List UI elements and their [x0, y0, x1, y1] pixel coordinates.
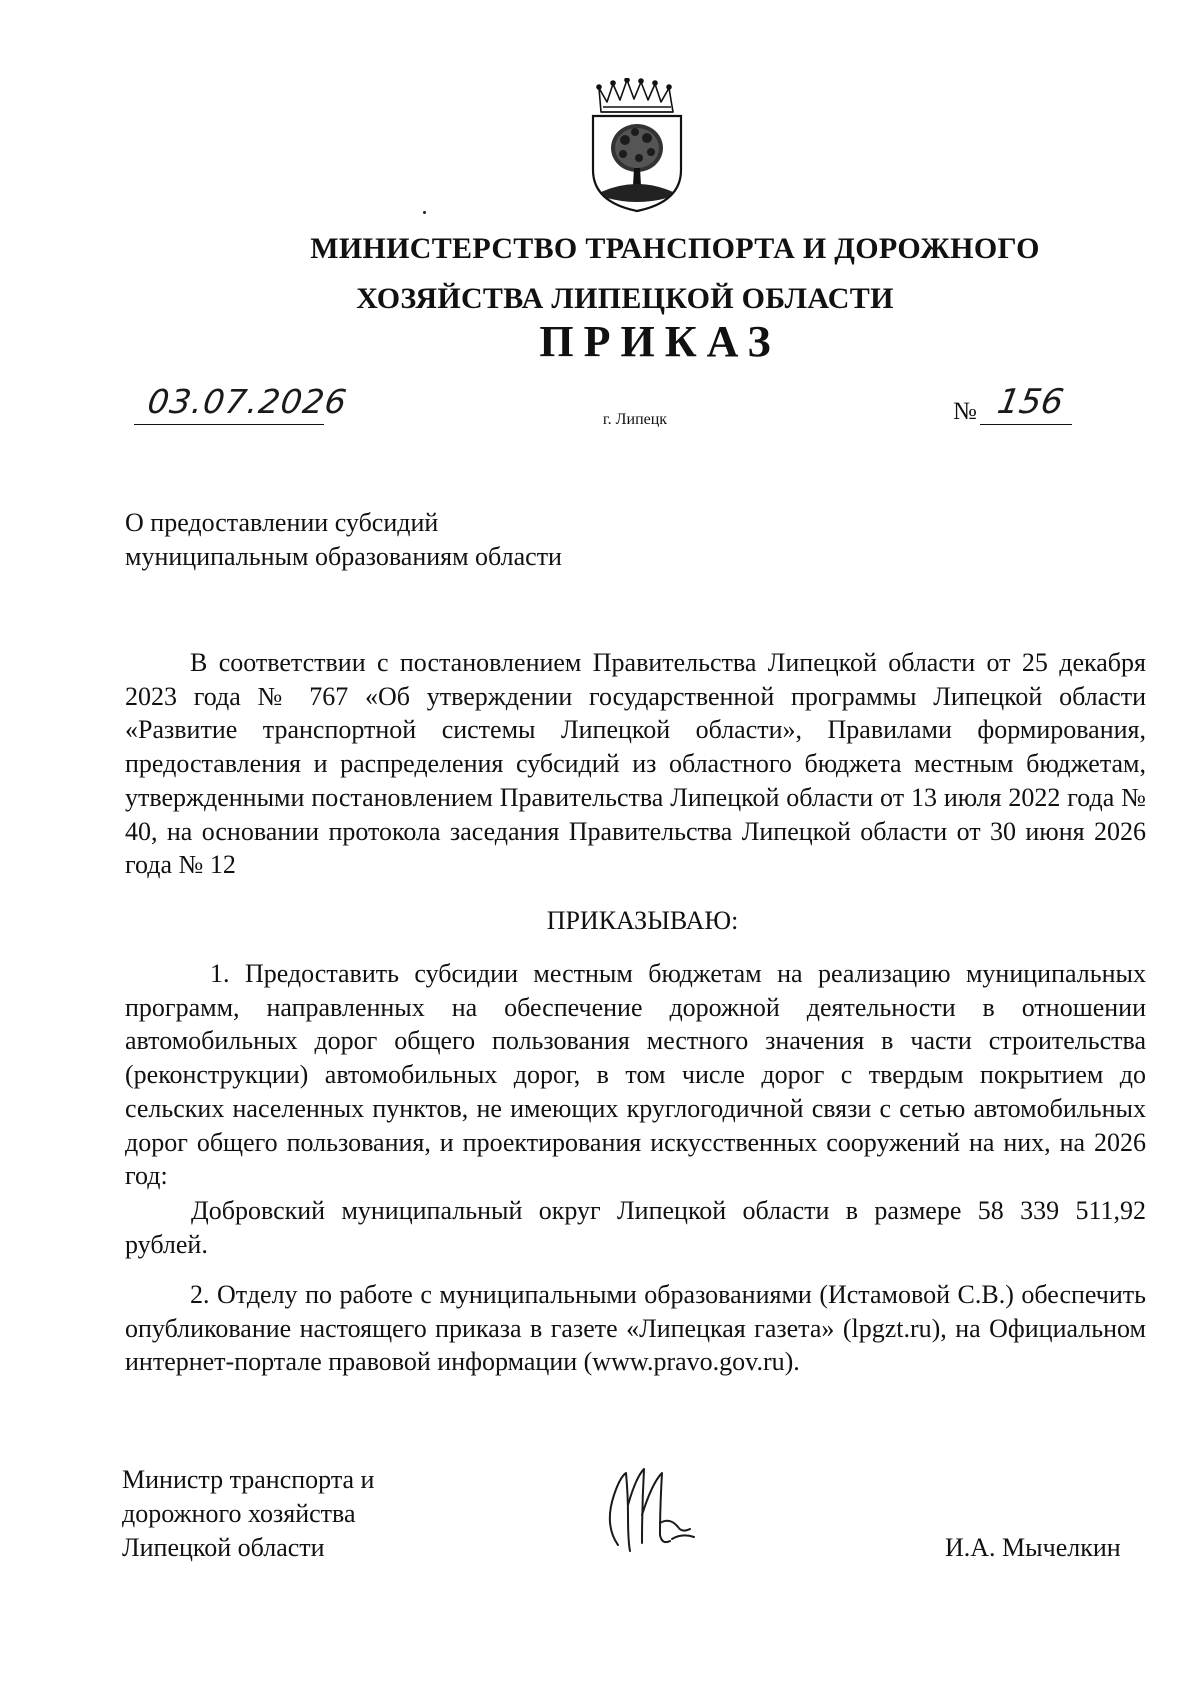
document-date-field — [134, 380, 350, 425]
order-heading: ПРИКАЗЫВАЮ: — [546, 906, 739, 935]
signer-position-line2: дорожного хозяйства — [122, 1499, 356, 1528]
signer-position-line3: Липецкой области — [122, 1533, 325, 1562]
signer-name: И.А. Мычелкин — [945, 1533, 1121, 1562]
order-item-1-recipient: Добровский муниципальный округ Липецкой области в размере 58 339 511,92 рублей. — [125, 1196, 1146, 1259]
scan-speck — [423, 211, 426, 214]
ministry-name-line1: МИНИСТЕРСТВО ТРАНСПОРТА И ДОРОЖНОГО — [310, 232, 1040, 265]
handwritten-signature-icon — [598, 1455, 708, 1565]
document-type-title: ПРИКАЗ — [539, 317, 781, 366]
number-sign: № — [953, 398, 977, 425]
preamble-paragraph: В соответствии с постановлением Правительства Липецкой области от 25 декабря 2023 года № 767 «Об утверждении государственной программы Липецкой области «Развитие транспортной системы Липецкой области», Правилами формирования, предоставления и распределения субсидий из областного бюджета местным бюджетам, утвержденными постановлением Правительства Липецкой области от 13 июля 2022 года № 40, на основании протокола заседания Правительства Липецкой области от 30 июня 2026 года № 12 — [125, 648, 1146, 880]
subject-line2: муниципальным образованиям области — [125, 542, 562, 571]
ministry-name-line2: ХОЗЯЙСТВА ЛИПЕЦКОЙ ОБЛАСТИ — [356, 282, 894, 315]
document-subject — [125, 506, 562, 574]
order-item-2: 2. Отделу по работе с муниципальными образованиями (Истамовой С.В.) обеспечить опубликование настоящего приказа в газете «Липецкая газета» (lpgzt.ru), на Официальном интернет-портале правовой информации (www.pravo.gov.ru). — [125, 1280, 1146, 1377]
document-number: 156 — [994, 382, 1067, 422]
document-city: г. Липецк — [602, 411, 668, 428]
order-item-1: 1. Предоставить субсидии местным бюджетам на реализацию муниципальных программ, направленных на обеспечение дорожной деятельности в отношении автомобильных дорог общего пользования местного значения в части строительства (реконструкции) автомобильных дорог, в том числе дорог с твердым покрытием до сельских населенных пунктов, не имеющих круглогодичной связи с сетью автомобильных дорог общего пользования, и проектирования искусственных сооружений на них, на 2026 год: — [125, 959, 1146, 1191]
document-date: 03.07.2026 — [145, 382, 350, 421]
signer-position — [122, 1463, 374, 1565]
subject-line1: О предоставлении субсидий — [125, 508, 439, 537]
document-number-field — [980, 382, 1072, 425]
signer-position-line1: Министр транспорта и — [122, 1465, 375, 1494]
coat-of-arms-icon — [587, 78, 687, 213]
